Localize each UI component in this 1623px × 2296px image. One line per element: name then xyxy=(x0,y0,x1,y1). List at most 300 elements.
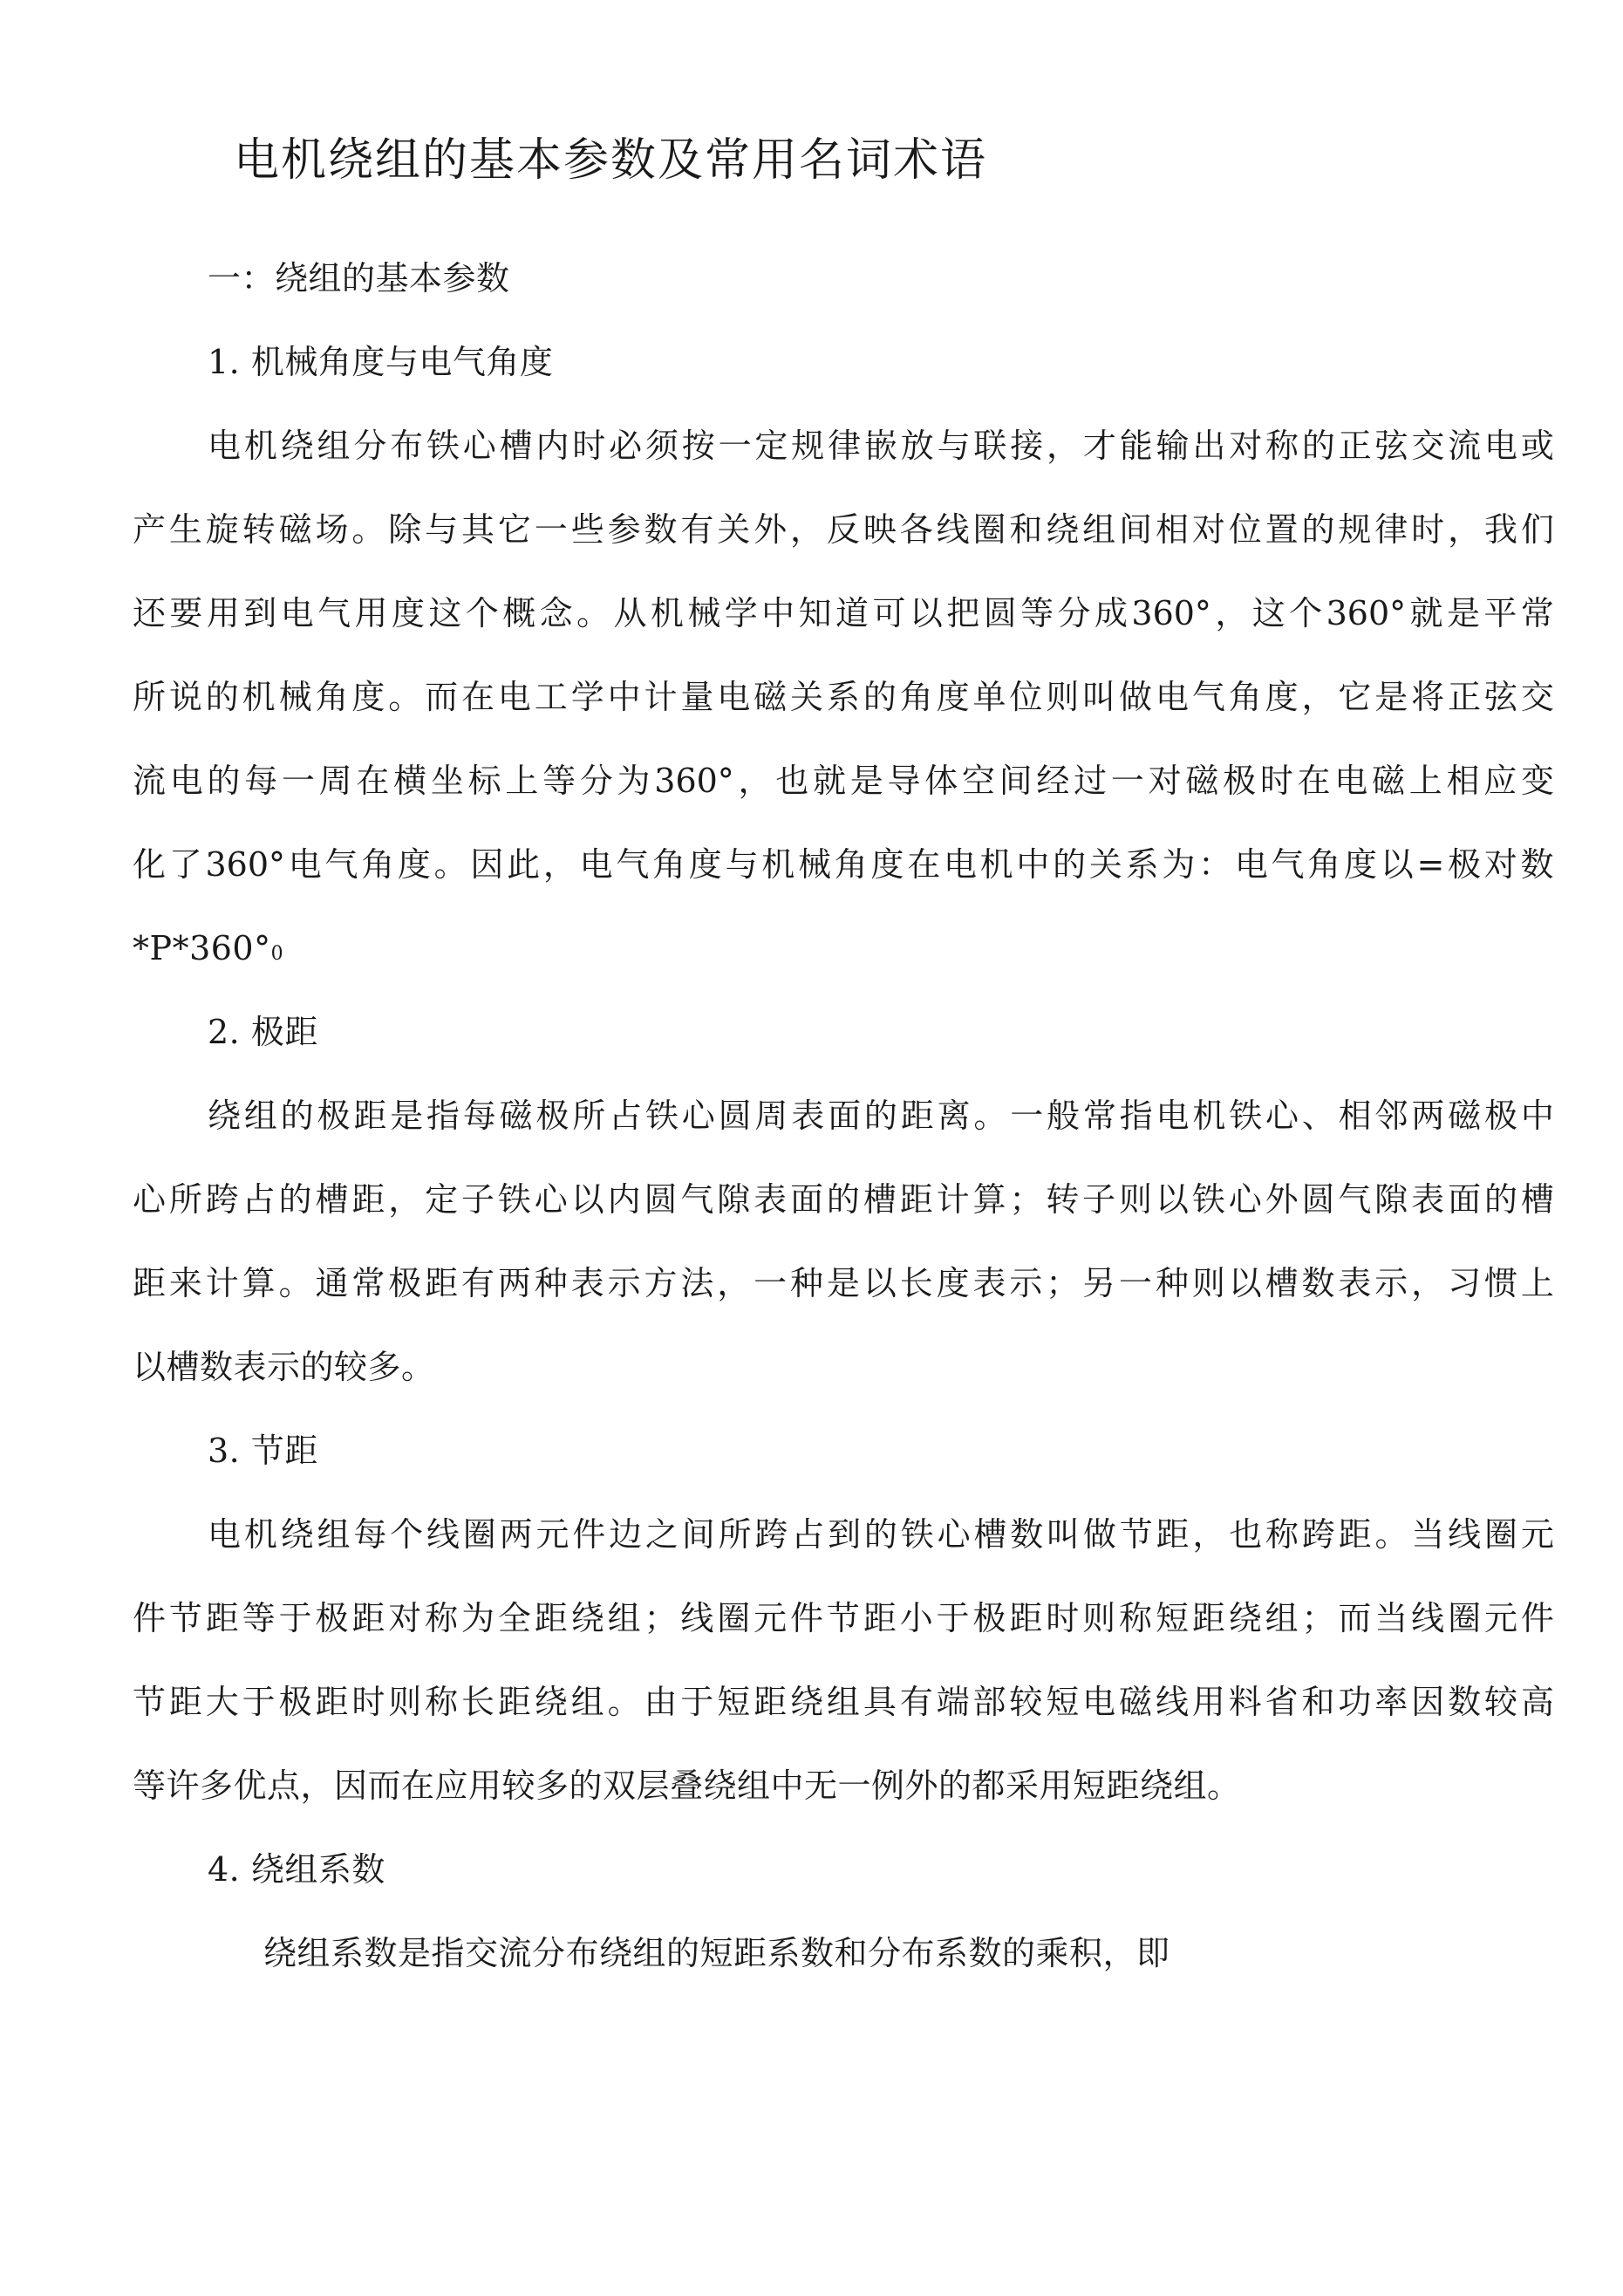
paragraph-glyph: 所 xyxy=(168,1180,202,1219)
paragraph-glyph: 邻 xyxy=(1374,1097,1408,1135)
paragraph-glyph: 所 xyxy=(718,1515,752,1554)
paragraph-glyph: 部 xyxy=(972,1683,1006,1721)
paragraph-glyph: 械 xyxy=(278,678,312,716)
paragraph-glyph: 时 xyxy=(1411,510,1445,549)
paragraph-glyph: 对 xyxy=(1148,762,1182,800)
paragraph-glyph: 也 xyxy=(775,762,809,800)
paragraph-glyph: 铁 xyxy=(1191,1180,1225,1219)
paragraph-glyph: 槽 xyxy=(315,1180,349,1219)
paragraph-glyph: 距 xyxy=(351,1599,385,1637)
paragraph-glyph: 习 xyxy=(1448,1264,1482,1302)
paragraph-glyph: 就 xyxy=(1409,594,1443,632)
paragraph-glyph: 隙 xyxy=(717,1180,751,1219)
paragraph-glyph: 械 xyxy=(798,845,832,884)
paragraph-glyph: 。 xyxy=(388,678,422,716)
paragraph-glyph: 极 xyxy=(1223,762,1257,800)
paragraph-glyph: 化 xyxy=(133,845,167,884)
paragraph-glyph: 距 xyxy=(351,1180,385,1219)
paragraph-glyph: 表 xyxy=(570,1264,604,1302)
paragraph-glyph: 坐 xyxy=(430,762,464,800)
paragraph-glyph: 表 xyxy=(791,1097,825,1135)
paragraph-glyph: 关 xyxy=(717,510,751,549)
paragraph-glyph: 就 xyxy=(813,762,847,800)
paragraph-glyph: 槽 xyxy=(973,1515,1007,1554)
paragraph-glyph: 件 xyxy=(1520,1599,1554,1637)
paragraph-glyph: 产 xyxy=(133,510,167,549)
paragraph-glyph: 每 xyxy=(462,1097,496,1135)
paragraph-glyph: 圈 xyxy=(972,510,1006,549)
paragraph-glyph: 线 xyxy=(936,510,970,549)
paragraph-glyph: 组 xyxy=(1265,1599,1299,1637)
paragraph-glyph: 360° xyxy=(1131,594,1211,632)
paragraph-glyph: 气 xyxy=(317,594,351,632)
paragraph-glyph: 心 xyxy=(1228,1180,1262,1219)
paragraph-glyph: 个 xyxy=(1289,594,1323,632)
paragraph-glyph: 360° xyxy=(1326,594,1407,632)
paragraph-glyph: 气 xyxy=(616,845,650,884)
paragraph-glyph: 短 xyxy=(1155,1599,1189,1637)
paragraph-glyph: 为 xyxy=(461,1599,495,1637)
paragraph-glyph: 气 xyxy=(1271,845,1305,884)
paragraph-glyph: 中 xyxy=(607,678,641,716)
paragraph-glyph: 心 xyxy=(681,1097,715,1135)
paragraph-glyph: 算 xyxy=(242,1264,276,1302)
paragraph-glyph: 应 xyxy=(1483,762,1517,800)
paragraph-glyph: 磁 xyxy=(1119,1683,1153,1721)
paragraph-glyph: 分 xyxy=(579,762,613,800)
paragraph-glyph: 其 xyxy=(461,510,495,549)
paragraph-glyph: 在 xyxy=(1297,762,1331,800)
paragraph-glyph: ， xyxy=(1192,1515,1226,1554)
document-title: 电机绕组的基本参数及常用名词术语 xyxy=(234,134,988,187)
paragraph-glyph: 标 xyxy=(467,762,501,800)
paragraph-glyph: 两 xyxy=(499,1515,533,1554)
paragraph-glyph: 心 xyxy=(133,1180,167,1219)
paragraph-glyph: 量 xyxy=(680,678,714,716)
paragraph-glyph: 能 xyxy=(1119,427,1153,465)
paragraph-glyph: 较 xyxy=(1009,1683,1043,1721)
paragraph-glyph: 以 xyxy=(570,1180,604,1219)
paragraph-glyph: 电 xyxy=(1156,1097,1190,1135)
paragraph-glyph: 映 xyxy=(863,510,897,549)
paragraph-glyph: 于 xyxy=(242,1683,276,1721)
paragraph-line: 以槽数表示的较多。 xyxy=(133,1348,435,1386)
paragraph-glyph: 的 xyxy=(863,1097,897,1135)
section-heading: 一：绕组的基本参数 xyxy=(208,259,510,297)
paragraph-glyph: 叫 xyxy=(1082,678,1116,716)
paragraph-glyph: 。 xyxy=(607,1683,641,1721)
paragraph-glyph: 上 xyxy=(1520,1264,1554,1302)
paragraph-glyph: 高 xyxy=(1520,1683,1554,1721)
paragraph-glyph: 于 xyxy=(680,1683,714,1721)
paragraph-glyph: 度 xyxy=(397,845,431,884)
paragraph-glyph: 面 xyxy=(1448,1180,1482,1219)
paragraph-glyph: 联 xyxy=(973,427,1007,465)
paragraph-glyph: 组 xyxy=(317,1515,351,1554)
paragraph-glyph: 这 xyxy=(1251,594,1285,632)
paragraph-glyph: 除 xyxy=(388,510,422,549)
paragraph-glyph: 种 xyxy=(790,1264,824,1302)
paragraph-glyph: 因 xyxy=(1411,1683,1445,1721)
paragraph-glyph: 的 xyxy=(207,762,241,800)
paragraph-glyph: 机 xyxy=(243,427,277,465)
paragraph-glyph: 位 xyxy=(1009,678,1043,716)
item-heading-4: 4. 绕组系数 xyxy=(208,1850,385,1889)
paragraph-glyph: 正 xyxy=(1448,678,1482,716)
paragraph-glyph: 每 xyxy=(244,762,278,800)
paragraph-glyph: 是 xyxy=(849,762,883,800)
paragraph-glyph: 场 xyxy=(315,510,349,549)
paragraph-glyph: 嵌 xyxy=(863,427,897,465)
paragraph-glyph: 每 xyxy=(353,1515,387,1554)
paragraph-glyph: 一 xyxy=(534,510,568,549)
paragraph-glyph: 长 xyxy=(461,1683,495,1721)
paragraph-glyph: 铁 xyxy=(1229,1097,1263,1135)
paragraph-glyph: 铁 xyxy=(900,1515,934,1554)
paragraph-glyph: 度 xyxy=(1344,845,1378,884)
paragraph-glyph: 件 xyxy=(133,1599,167,1637)
paragraph-glyph: 我 xyxy=(1483,510,1517,549)
paragraph-glyph: 一 xyxy=(718,427,752,465)
paragraph-glyph: 用 xyxy=(1191,1683,1225,1721)
paragraph-glyph: 周 xyxy=(754,1097,788,1135)
paragraph-glyph: 绕 xyxy=(570,1599,604,1637)
paragraph-glyph: 律 xyxy=(1374,510,1408,549)
paragraph-line xyxy=(133,906,1554,990)
paragraph-glyph: 占 xyxy=(609,1097,643,1135)
paragraph-glyph: 表 xyxy=(972,1264,1006,1302)
paragraph-glyph: 机 xyxy=(650,594,684,632)
paragraph-glyph: 隙 xyxy=(1374,1180,1408,1219)
paragraph-glyph: 流 xyxy=(1448,427,1482,465)
paragraph-glyph: 极 xyxy=(1448,845,1482,884)
paragraph-glyph: 从 xyxy=(613,594,647,632)
paragraph-glyph: 组 xyxy=(570,1683,604,1721)
paragraph-glyph: 面 xyxy=(828,1097,862,1135)
paragraph-glyph: 说 xyxy=(168,678,202,716)
paragraph-glyph: 们 xyxy=(1520,510,1554,549)
paragraph-glyph: 极 xyxy=(1483,1097,1517,1135)
document-body xyxy=(133,236,1554,1995)
paragraph-glyph: 念 xyxy=(539,594,573,632)
paragraph-glyph: 功 xyxy=(1338,1683,1372,1721)
paragraph-glyph: 具 xyxy=(863,1683,897,1721)
paragraph-glyph: 距 xyxy=(534,1599,568,1637)
paragraph-glyph: 极 xyxy=(535,1097,569,1135)
paragraph-glyph: 做 xyxy=(1119,678,1153,716)
paragraph-glyph: 距 xyxy=(133,1264,167,1302)
paragraph-glyph: 分 xyxy=(353,427,387,465)
paragraph-glyph: 磁 xyxy=(1185,762,1219,800)
paragraph-glyph: 度 xyxy=(688,845,722,884)
paragraph-glyph: 组 xyxy=(317,427,351,465)
paragraph-glyph: 分 xyxy=(1057,594,1091,632)
paragraph-glyph: 气 xyxy=(680,1180,714,1219)
paragraph-glyph: 有 xyxy=(461,1264,495,1302)
paragraph-glyph: 元 xyxy=(754,1599,788,1637)
paragraph-glyph: 数 xyxy=(1010,1515,1044,1554)
paragraph-glyph: 到 xyxy=(243,594,277,632)
paragraph-glyph: 线 xyxy=(680,1599,714,1637)
paragraph-glyph: 一 xyxy=(281,762,315,800)
paragraph-glyph: 、 xyxy=(1301,1097,1335,1135)
paragraph-glyph: 布 xyxy=(390,427,424,465)
paragraph-glyph: 占 xyxy=(791,1515,825,1554)
paragraph-glyph: 心 xyxy=(937,1515,971,1554)
paragraph-glyph: 对 xyxy=(1229,427,1263,465)
paragraph-glyph: 由 xyxy=(644,1683,678,1721)
paragraph-glyph: 圈 xyxy=(1483,1515,1517,1554)
paragraph-glyph: 机 xyxy=(1192,1097,1226,1135)
item-heading-3: 3. 节距 xyxy=(208,1432,318,1470)
paragraph-glyph: 子 xyxy=(1082,1180,1116,1219)
paragraph-glyph: 的 xyxy=(863,678,897,716)
paragraph-glyph: ； xyxy=(1046,1264,1080,1302)
paragraph-glyph: 在 xyxy=(907,845,941,884)
paragraph-glyph: 距 xyxy=(315,1683,349,1721)
paragraph-glyph: 度 xyxy=(936,678,970,716)
paragraph-glyph: 电 xyxy=(1155,678,1189,716)
paragraph-glyph: 它 xyxy=(1338,678,1372,716)
paragraph-glyph: 以 xyxy=(909,594,943,632)
paragraph-glyph: 电 xyxy=(208,1515,242,1554)
paragraph-glyph: 铁 xyxy=(497,1180,531,1219)
paragraph-glyph: 按 xyxy=(681,427,715,465)
paragraph-glyph: 有 xyxy=(899,1683,933,1721)
paragraph-glyph: 心 xyxy=(534,1180,568,1219)
paragraph-glyph: 道 xyxy=(835,594,869,632)
paragraph-glyph: 的 xyxy=(205,678,239,716)
paragraph-glyph: 弦 xyxy=(1483,678,1517,716)
formula-suffix: 0 xyxy=(270,943,284,965)
paragraph-line: 绕组系数是指交流分布绕组的短距系数和分布系数的乘积，即 xyxy=(263,1934,1170,1972)
paragraph-glyph: 件 xyxy=(572,1515,606,1554)
paragraph-glyph: 相 xyxy=(1338,1097,1372,1135)
paragraph-glyph: 算 xyxy=(972,1180,1006,1219)
paragraph-glyph: 内 xyxy=(535,427,569,465)
paragraph-glyph: 流 xyxy=(133,762,167,800)
paragraph-glyph: 圆 xyxy=(983,594,1017,632)
paragraph-glyph: 输 xyxy=(1156,427,1190,465)
paragraph-glyph: 等 xyxy=(542,762,576,800)
paragraph-glyph: 旋 xyxy=(205,510,239,549)
paragraph-glyph: ， xyxy=(1411,1264,1445,1302)
paragraph-glyph: 跨 xyxy=(205,1180,239,1219)
paragraph-glyph: 转 xyxy=(1046,1180,1080,1219)
paragraph-glyph: 的 xyxy=(1301,510,1335,549)
paragraph-glyph: 槽 xyxy=(1520,1180,1554,1219)
paragraph-glyph: 组 xyxy=(1082,510,1116,549)
paragraph-glyph: 与 xyxy=(725,845,759,884)
paragraph-glyph: 度 xyxy=(870,845,904,884)
paragraph-glyph: 有 xyxy=(680,510,714,549)
paragraph-glyph: 表 xyxy=(1338,1264,1372,1302)
paragraph-glyph: 心 xyxy=(462,427,496,465)
paragraph-glyph: 定 xyxy=(425,1180,459,1219)
paragraph-glyph: ， xyxy=(1047,427,1081,465)
paragraph-glyph: 线 xyxy=(1155,1683,1189,1721)
paragraph-glyph: 角 xyxy=(1307,845,1341,884)
paragraph-glyph: 数 xyxy=(644,510,678,549)
paragraph-glyph: 些 xyxy=(570,510,604,549)
paragraph-glyph: 磁 xyxy=(1448,1097,1482,1135)
paragraph-glyph: 来 xyxy=(168,1264,202,1302)
paragraph-glyph: 距 xyxy=(1338,1515,1372,1554)
paragraph-glyph: 省 xyxy=(1265,1683,1299,1721)
paragraph-glyph: 个 xyxy=(390,1515,424,1554)
paragraph-glyph: 组 xyxy=(607,1599,641,1637)
paragraph-glyph: 关 xyxy=(790,678,824,716)
paragraph-glyph: 极 xyxy=(972,1599,1006,1637)
paragraph-glyph: 短 xyxy=(1046,1683,1080,1721)
paragraph-glyph: 圆 xyxy=(718,1097,752,1135)
paragraph-glyph: 学 xyxy=(724,594,758,632)
paragraph-glyph: 上 xyxy=(1408,762,1442,800)
paragraph-glyph: 数 xyxy=(1520,845,1554,884)
paragraph-glyph: 到 xyxy=(828,1515,862,1554)
paragraph-glyph: 大 xyxy=(205,1683,239,1721)
paragraph-glyph: 知 xyxy=(798,594,832,632)
paragraph-glyph: 率 xyxy=(1374,1683,1408,1721)
paragraph-glyph: 所 xyxy=(572,1097,606,1135)
paragraph-glyph: 的 xyxy=(1301,427,1335,465)
paragraph-glyph: 以 xyxy=(863,1264,897,1302)
paragraph-glyph: 为 xyxy=(617,762,651,800)
paragraph-glyph: 极 xyxy=(388,1264,422,1302)
paragraph-glyph: 概 xyxy=(502,594,536,632)
paragraph-glyph: 元 xyxy=(1483,1599,1517,1637)
paragraph-glyph: 示 xyxy=(607,1264,641,1302)
paragraph-glyph: 常 xyxy=(1082,1097,1116,1135)
paragraph-glyph: 元 xyxy=(535,1515,569,1554)
paragraph-glyph: 置 xyxy=(1265,510,1299,549)
paragraph-glyph: 空 xyxy=(961,762,995,800)
paragraph-glyph: 数 xyxy=(1301,1264,1335,1302)
paragraph-glyph: 学 xyxy=(570,678,604,716)
paragraph-glyph: 在 xyxy=(461,678,495,716)
paragraph-glyph: 节 xyxy=(168,1599,202,1637)
paragraph-glyph: 转 xyxy=(242,510,276,549)
paragraph-glyph: 称 xyxy=(1265,427,1299,465)
paragraph-glyph: 接 xyxy=(1010,427,1044,465)
paragraph-glyph: 做 xyxy=(1082,1515,1116,1554)
paragraph-glyph: 电 xyxy=(943,845,977,884)
paragraph-glyph: 交 xyxy=(1411,427,1445,465)
paragraph-glyph: 常 xyxy=(1520,594,1554,632)
paragraph-glyph: 距 xyxy=(425,1264,459,1302)
paragraph-glyph: 因 xyxy=(470,845,504,884)
paragraph-glyph: ： xyxy=(1198,845,1232,884)
paragraph-glyph: 周 xyxy=(318,762,352,800)
paragraph-glyph: 绕 xyxy=(280,427,314,465)
paragraph-glyph: ， xyxy=(542,845,576,884)
paragraph-glyph: 则 xyxy=(388,1683,422,1721)
paragraph-glyph: 一 xyxy=(1119,1264,1153,1302)
paragraph-glyph: 角 xyxy=(361,845,395,884)
paragraph-glyph: 组 xyxy=(243,1097,277,1135)
paragraph-glyph: 时 xyxy=(572,427,606,465)
paragraph-glyph: 线 xyxy=(1411,1599,1445,1637)
paragraph-glyph: 放 xyxy=(900,427,934,465)
paragraph-glyph: 要 xyxy=(169,594,203,632)
item-heading-2: 2. 极距 xyxy=(208,1013,318,1051)
paragraph-glyph: 电 xyxy=(208,427,242,465)
paragraph-glyph: 称 xyxy=(425,1599,459,1637)
paragraph-glyph: 跨 xyxy=(754,1515,788,1554)
paragraph-glyph: 组 xyxy=(826,1683,860,1721)
paragraph-line xyxy=(133,1074,1554,1158)
paragraph-glyph: 距 xyxy=(899,1180,933,1219)
paragraph-glyph: 两 xyxy=(497,1264,531,1302)
paragraph-glyph: 用 xyxy=(354,594,388,632)
paragraph-glyph: 间 xyxy=(999,762,1033,800)
paragraph-glyph: 导 xyxy=(887,762,921,800)
paragraph-glyph: 规 xyxy=(1338,510,1372,549)
paragraph-glyph: = xyxy=(1416,845,1445,884)
paragraph-glyph: 参 xyxy=(607,510,641,549)
paragraph-glyph: 是 xyxy=(390,1097,424,1135)
paragraph-glyph: 铁 xyxy=(426,427,460,465)
paragraph-glyph: 示 xyxy=(1009,1264,1043,1302)
paragraph-glyph: 数 xyxy=(1448,1683,1482,1721)
paragraph-glyph: 角 xyxy=(1228,678,1262,716)
paragraph-glyph: ； xyxy=(1009,1180,1043,1219)
paragraph-glyph: 定 xyxy=(754,427,788,465)
paragraph-glyph: 了 xyxy=(168,845,202,884)
paragraph-glyph: 个 xyxy=(465,594,499,632)
paragraph-glyph: 距 xyxy=(900,1097,934,1135)
paragraph-glyph: 械 xyxy=(687,594,721,632)
paragraph-glyph: 和 xyxy=(1009,510,1043,549)
paragraph-line xyxy=(133,823,1554,906)
paragraph-glyph: ， xyxy=(1215,594,1249,632)
paragraph-glyph: 叫 xyxy=(1047,1515,1081,1554)
paragraph-glyph: ， xyxy=(1448,510,1482,549)
paragraph-glyph: 和 xyxy=(1301,1683,1335,1721)
paragraph-glyph: 则 xyxy=(1046,678,1080,716)
paragraph-glyph: 短 xyxy=(717,1683,751,1721)
paragraph-glyph: 离 xyxy=(937,1097,971,1135)
paragraph-glyph: 于 xyxy=(278,1599,312,1637)
paragraph-glyph: 槽 xyxy=(499,427,533,465)
paragraph-glyph: ， xyxy=(790,510,824,549)
paragraph-glyph: 小 xyxy=(899,1599,933,1637)
paragraph-glyph: 电 xyxy=(288,845,322,884)
paragraph-glyph: 磁 xyxy=(278,510,312,549)
paragraph-glyph: 铁 xyxy=(644,1097,679,1135)
paragraph-glyph: 横 xyxy=(393,762,427,800)
paragraph-glyph: 计 xyxy=(644,678,678,716)
paragraph-glyph: 距 xyxy=(168,1683,202,1721)
paragraph-glyph: 。 xyxy=(576,594,610,632)
paragraph-glyph: 成 xyxy=(1094,594,1128,632)
paragraph-glyph: 此 xyxy=(507,845,541,884)
paragraph-glyph: 心 xyxy=(1265,1097,1299,1135)
paragraph-glyph: 过 xyxy=(1074,762,1108,800)
paragraph-glyph: ； xyxy=(644,1599,678,1637)
paragraph-glyph: 可 xyxy=(872,594,906,632)
paragraph-glyph: 绕 xyxy=(534,1683,568,1721)
paragraph-glyph: 外 xyxy=(1265,1180,1299,1219)
paragraph-glyph: 机 xyxy=(242,678,276,716)
paragraph-glyph: 磁 xyxy=(754,678,788,716)
paragraph-glyph: 圈 xyxy=(717,1599,751,1637)
paragraph-glyph: 料 xyxy=(1228,1683,1262,1721)
paragraph-glyph: 以 xyxy=(1155,1180,1189,1219)
paragraph-glyph: 计 xyxy=(205,1264,239,1302)
paragraph-glyph: 另 xyxy=(1082,1264,1116,1302)
paragraph-glyph: 正 xyxy=(1338,427,1372,465)
